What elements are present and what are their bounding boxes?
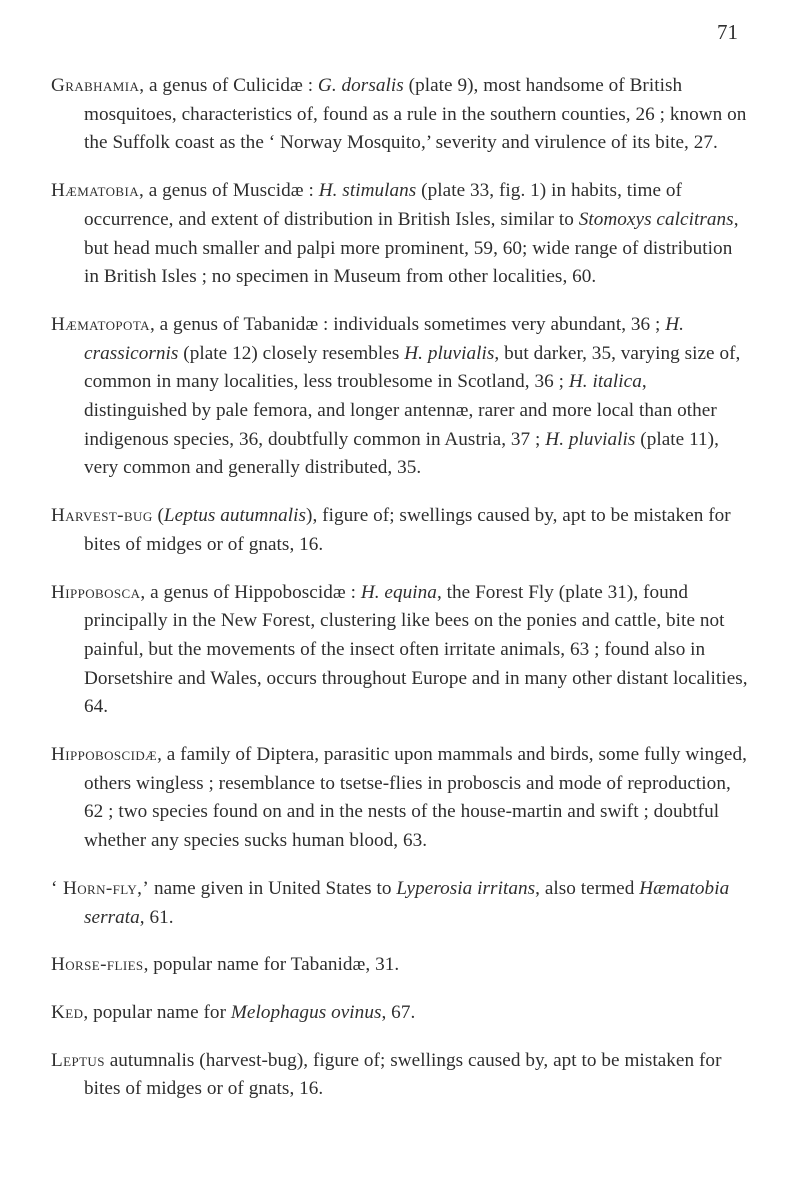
- entry-species-name: Leptus autumnalis: [163, 505, 307, 527]
- entry-text: , 61.: [139, 906, 174, 928]
- entry-text: autumnalis (harvest-bug), figure of; swellings caused by, apt to be mistaken for bites of midges or of gnats, 16.: [84, 1049, 722, 1100]
- entry-text: , a genus of Culicidæ :: [139, 75, 318, 96]
- entry-species-name: H. stimulans: [318, 180, 417, 202]
- entry-text: , a genus of Tabanidæ : individuals sometimes very abundant, 36 ;: [149, 313, 666, 335]
- entry-text: (plate 33, fig. 1) in habits, time of occurrence, and extent of distribution in British Isles, similar to: [84, 180, 682, 230]
- index-entry: [51, 311, 751, 483]
- entry-species-name: H. pluvialis: [545, 428, 636, 450]
- entry-species-name: H. crassicornis: [84, 313, 685, 364]
- entry-text: (plate 9), most handsome of British mosquitoes, characteristics of, found as a rule in the southern counties, 26 ; known on the Suffolk coast as the ‘ Norway Mosquito,’ severity and virulence of its bite, 27.: [84, 75, 747, 154]
- entry-species-name: G. dorsalis: [317, 75, 404, 96]
- entry-headword: Horse-flies: [51, 954, 144, 976]
- entry-text: ), figure of; swellings caused by, apt to be mistaken for bites of midges or of gnats, 16.: [84, 505, 731, 555]
- entry-headword: Hæmatobia: [51, 180, 140, 202]
- index-entry: [51, 951, 751, 980]
- index-entry: [51, 72, 751, 158]
- entry-headword: Hippobosca: [51, 581, 141, 603]
- entry-text: , a genus of Hippoboscidæ :: [140, 581, 361, 603]
- entry-headword: Harvest-bug: [51, 505, 153, 527]
- entry-text: , a genus of Muscidæ :: [139, 180, 319, 202]
- entry-text: , but head much smaller and palpi more prominent, 59, 60; wide range of distribution in British Isles ; no specimen in Museum from other localities, 60.: [84, 208, 739, 288]
- entry-text: (plate 12) closely resembles: [178, 342, 405, 364]
- entry-text: , 67.: [381, 1001, 416, 1023]
- entry-species-name: H. equina: [360, 581, 437, 603]
- index-entry: [51, 1047, 751, 1104]
- entry-species-name: H. italica: [568, 371, 642, 393]
- entry-headword: Leptus: [51, 1049, 105, 1071]
- entry-text: (: [152, 505, 164, 527]
- entry-headword: ‘ Horn-fly,’: [51, 877, 150, 899]
- entry-text: , a family of Diptera, parasitic upon mammals and birds, some fully winged, others wingless ; resemblance to tsetse-flies in proboscis and mode of reproduction, 62 ; two species found on and in the nests of the house-martin and swift ; doubtful whether any species sucks human blood, 63.: [84, 744, 747, 852]
- page-number: 71: [717, 20, 738, 44]
- entry-species-name: Stomoxys calcitrans: [578, 208, 734, 230]
- entry-headword: Hæmatopota: [51, 313, 150, 335]
- index-entry: [51, 177, 751, 292]
- index-entry: [51, 579, 751, 723]
- entry-text: , but darker, 35, varying size of, common in many localities, less troublesome in Scotland, 36 ;: [84, 342, 741, 393]
- index-entry: [51, 741, 751, 856]
- entry-headword: Ked: [51, 1001, 84, 1023]
- entry-text: name given in United States to: [149, 877, 397, 899]
- entry-headword: Hippoboscidæ: [51, 744, 158, 766]
- entry-species-name: Melophagus ovinus: [230, 1001, 382, 1023]
- entry-species-name: Hæmatobia serrata: [84, 877, 730, 928]
- entry-species-name: H. pluvialis: [404, 342, 495, 364]
- entry-text: , the Forest Fly (plate 31), found principally in the New Forest, clustering like bees on the ponies and cattle, bite not painful, but the movements of the insect often irritate animals, 63 ; found also in Dorsetshire and Wales, occurs throughout Europe and in many other distant localities, 64.: [84, 581, 748, 718]
- entry-text: , popular name for Tabanidæ, 31.: [143, 954, 400, 976]
- index-entry: [51, 875, 751, 932]
- entry-text: , also termed: [535, 877, 640, 899]
- index-entries: [51, 72, 751, 1123]
- entry-species-name: Lyperosia irritans: [396, 877, 536, 899]
- entry-headword: Grabhamia: [51, 75, 140, 96]
- index-entry: [51, 502, 751, 559]
- entry-text: (plate 11), very common and generally distributed, 35.: [84, 428, 719, 479]
- entry-text: , popular name for: [83, 1001, 231, 1023]
- entry-text: , distinguished by pale femora, and longer antennæ, rarer and more local than other indigenous species, 36, doubtfully common in Austria, 37 ;: [84, 371, 717, 450]
- index-entry: [51, 999, 751, 1028]
